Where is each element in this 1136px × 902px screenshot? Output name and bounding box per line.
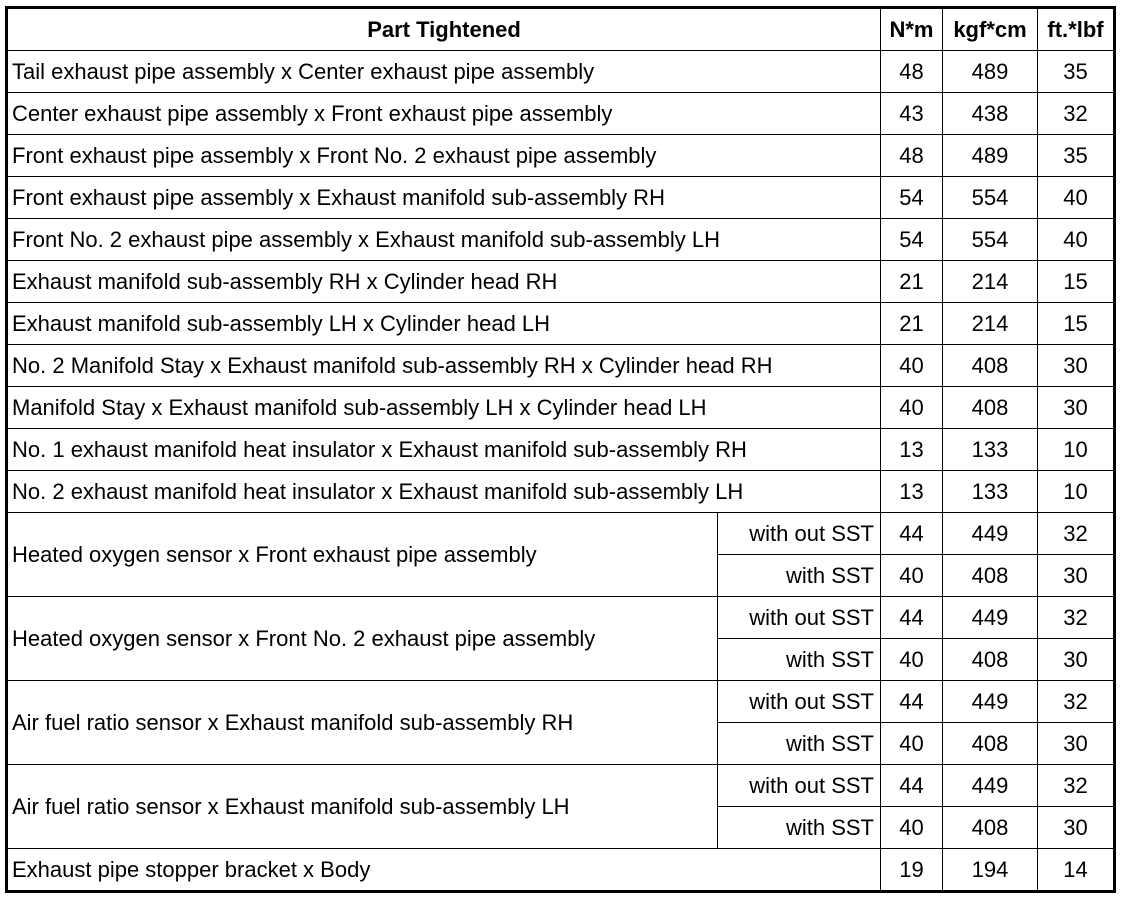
part-cell: Air fuel ratio sensor x Exhaust manifold sub-assembly RH	[7, 681, 718, 765]
part-cell: Heated oxygen sensor x Front No. 2 exhaust pipe assembly	[7, 597, 718, 681]
ft-cell: 30	[1038, 807, 1115, 849]
kgf-cell: 408	[943, 807, 1038, 849]
nm-cell: 21	[881, 303, 943, 345]
condition-cell: with SST	[718, 807, 881, 849]
kgf-cell: 408	[943, 387, 1038, 429]
table-row	[7, 849, 1115, 892]
kgf-cell: 408	[943, 555, 1038, 597]
part-cell: Exhaust pipe stopper bracket x Body	[7, 849, 881, 892]
ft-cell: 32	[1038, 681, 1115, 723]
part-cell: Air fuel ratio sensor x Exhaust manifold sub-assembly LH	[7, 765, 718, 849]
part-cell: Manifold Stay x Exhaust manifold sub-assembly LH x Cylinder head LH	[7, 387, 881, 429]
part-cell: Tail exhaust pipe assembly x Center exhaust pipe assembly	[7, 51, 881, 93]
kgf-cell: 449	[943, 681, 1038, 723]
part-cell: Front exhaust pipe assembly x Front No. 2 exhaust pipe assembly	[7, 135, 881, 177]
table-row-sst-without	[7, 765, 1115, 807]
table-row	[7, 177, 1115, 219]
kgf-cell: 214	[943, 303, 1038, 345]
condition-cell: with out SST	[718, 597, 881, 639]
nm-cell: 40	[881, 387, 943, 429]
kgf-cell: 489	[943, 135, 1038, 177]
part-cell: Exhaust manifold sub-assembly RH x Cylinder head RH	[7, 261, 881, 303]
torque-table-container	[5, 6, 1116, 893]
part-cell: No. 2 exhaust manifold heat insulator x Exhaust manifold sub-assembly LH	[7, 471, 881, 513]
ft-cell: 32	[1038, 765, 1115, 807]
nm-cell: 48	[881, 135, 943, 177]
table-row	[7, 135, 1115, 177]
kgf-cell: 133	[943, 429, 1038, 471]
nm-cell: 54	[881, 219, 943, 261]
ft-cell: 40	[1038, 219, 1115, 261]
kgf-cell: 554	[943, 177, 1038, 219]
kgf-cell: 194	[943, 849, 1038, 892]
part-cell: Exhaust manifold sub-assembly LH x Cylinder head LH	[7, 303, 881, 345]
header-part-tightened: Part Tightened	[7, 8, 881, 51]
ft-cell: 30	[1038, 387, 1115, 429]
ft-cell: 30	[1038, 723, 1115, 765]
header-nm: N*m	[881, 8, 943, 51]
nm-cell: 44	[881, 513, 943, 555]
table-row	[7, 51, 1115, 93]
table-row	[7, 93, 1115, 135]
nm-cell: 21	[881, 261, 943, 303]
ft-cell: 15	[1038, 303, 1115, 345]
kgf-cell: 449	[943, 513, 1038, 555]
table-row	[7, 303, 1115, 345]
kgf-cell: 214	[943, 261, 1038, 303]
kgf-cell: 489	[943, 51, 1038, 93]
header-ft-lbf: ft.*lbf	[1038, 8, 1115, 51]
table-row	[7, 429, 1115, 471]
ft-cell: 32	[1038, 93, 1115, 135]
ft-cell: 30	[1038, 555, 1115, 597]
condition-cell: with out SST	[718, 681, 881, 723]
header-kgf-cm: kgf*cm	[943, 8, 1038, 51]
part-cell: Front exhaust pipe assembly x Exhaust manifold sub-assembly RH	[7, 177, 881, 219]
table-row	[7, 219, 1115, 261]
nm-cell: 40	[881, 723, 943, 765]
table-row	[7, 471, 1115, 513]
ft-cell: 30	[1038, 345, 1115, 387]
table-row	[7, 345, 1115, 387]
ft-cell: 32	[1038, 513, 1115, 555]
ft-cell: 30	[1038, 639, 1115, 681]
table-row	[7, 261, 1115, 303]
nm-cell: 40	[881, 345, 943, 387]
kgf-cell: 133	[943, 471, 1038, 513]
torque-specification-table	[5, 6, 1116, 893]
ft-cell: 35	[1038, 135, 1115, 177]
part-cell: Heated oxygen sensor x Front exhaust pipe assembly	[7, 513, 718, 597]
ft-cell: 32	[1038, 597, 1115, 639]
kgf-cell: 408	[943, 723, 1038, 765]
part-cell: No. 2 Manifold Stay x Exhaust manifold sub-assembly RH x Cylinder head RH	[7, 345, 881, 387]
ft-cell: 14	[1038, 849, 1115, 892]
nm-cell: 44	[881, 765, 943, 807]
part-cell: No. 1 exhaust manifold heat insulator x Exhaust manifold sub-assembly RH	[7, 429, 881, 471]
part-cell: Front No. 2 exhaust pipe assembly x Exhaust manifold sub-assembly LH	[7, 219, 881, 261]
nm-cell: 54	[881, 177, 943, 219]
part-cell: Center exhaust pipe assembly x Front exhaust pipe assembly	[7, 93, 881, 135]
kgf-cell: 449	[943, 597, 1038, 639]
nm-cell: 40	[881, 807, 943, 849]
condition-cell: with out SST	[718, 765, 881, 807]
ft-cell: 35	[1038, 51, 1115, 93]
nm-cell: 44	[881, 597, 943, 639]
kgf-cell: 554	[943, 219, 1038, 261]
nm-cell: 13	[881, 471, 943, 513]
nm-cell: 40	[881, 639, 943, 681]
nm-cell: 48	[881, 51, 943, 93]
condition-cell: with out SST	[718, 513, 881, 555]
kgf-cell: 449	[943, 765, 1038, 807]
table-row	[7, 387, 1115, 429]
ft-cell: 10	[1038, 471, 1115, 513]
ft-cell: 10	[1038, 429, 1115, 471]
nm-cell: 19	[881, 849, 943, 892]
kgf-cell: 408	[943, 345, 1038, 387]
condition-cell: with SST	[718, 723, 881, 765]
kgf-cell: 408	[943, 639, 1038, 681]
kgf-cell: 438	[943, 93, 1038, 135]
table-row-sst-without	[7, 597, 1115, 639]
header-row	[7, 8, 1115, 51]
ft-cell: 40	[1038, 177, 1115, 219]
table-row-sst-without	[7, 513, 1115, 555]
table-row-sst-without	[7, 681, 1115, 723]
condition-cell: with SST	[718, 555, 881, 597]
nm-cell: 13	[881, 429, 943, 471]
condition-cell: with SST	[718, 639, 881, 681]
ft-cell: 15	[1038, 261, 1115, 303]
nm-cell: 40	[881, 555, 943, 597]
nm-cell: 43	[881, 93, 943, 135]
nm-cell: 44	[881, 681, 943, 723]
